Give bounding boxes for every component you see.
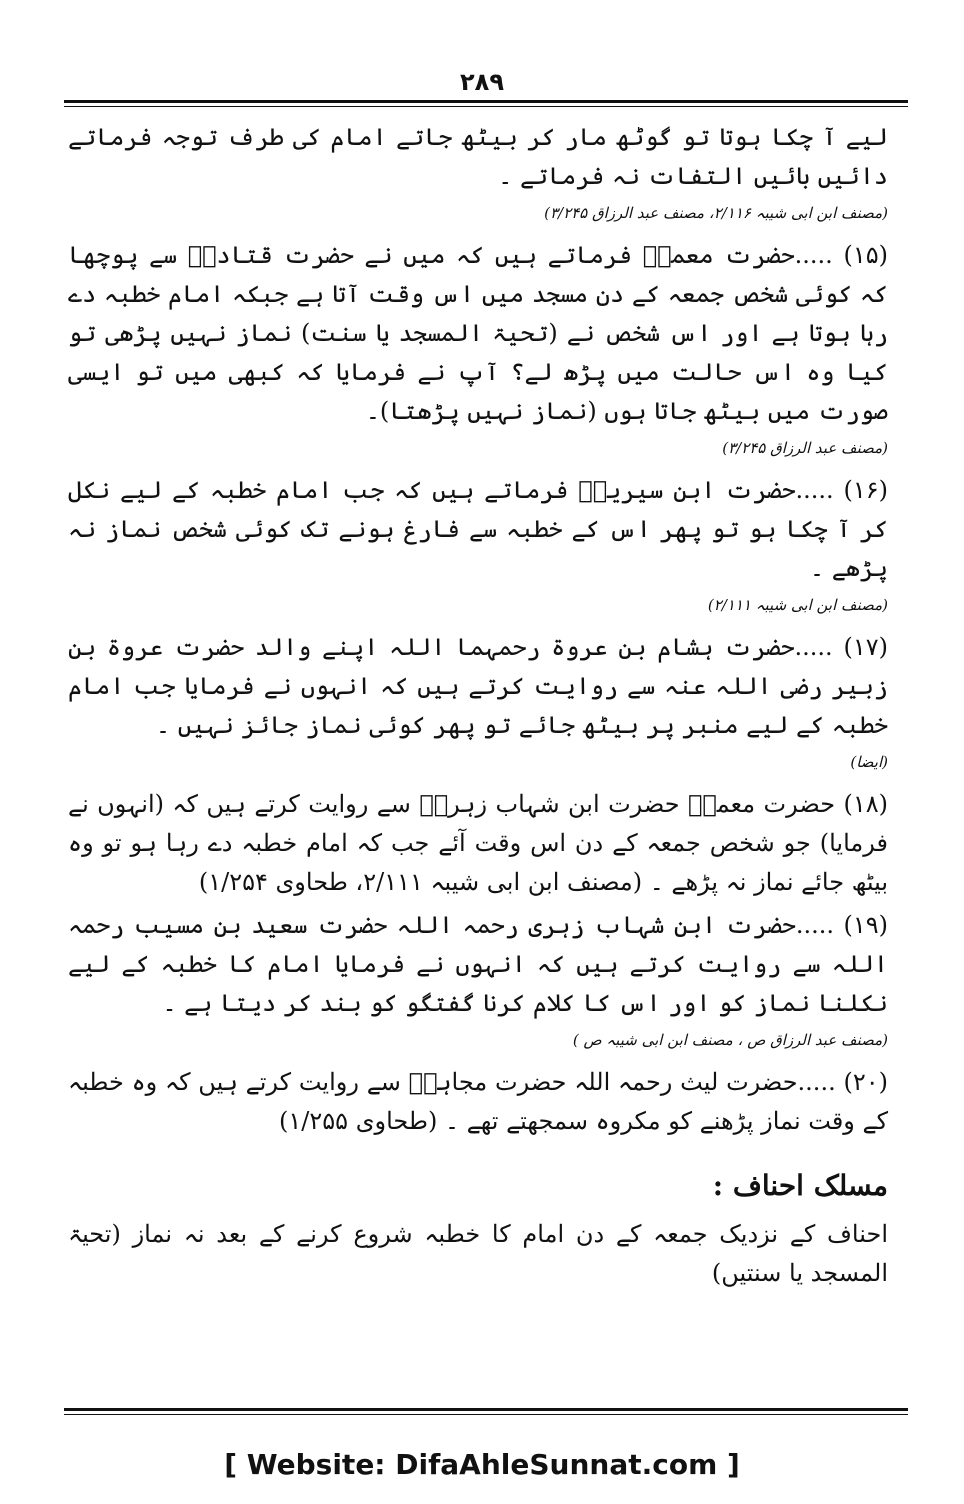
paragraph-reference: (مصنف ابن ابی شیبہ ۲/۱۱۱) bbox=[707, 596, 888, 614]
paragraph-reference: (ایضا) bbox=[850, 753, 888, 771]
section-heading: مسلک احناف : bbox=[712, 1169, 888, 1202]
paragraph-text: (۱۹) .....حضرت ابن شہاب زہری رحمہ اللہ حضرت سعید بن مسیب رحمہ اللہ سے روایت کرتے ہیں کہ انہوں نے فرمایا امام کا خطبہ کے لیے نکلنا نماز کو اور اس کا کلام کرنا گفتگو کو بند کر دیتا ہے ۔ bbox=[68, 911, 888, 1017]
page-body bbox=[68, 118, 888, 1293]
header-rule-thick bbox=[64, 100, 908, 103]
paragraph-19 bbox=[68, 906, 888, 1055]
paragraph-20 bbox=[68, 1063, 888, 1141]
paragraph-text: (۱۷) .....حضرت ہشام بن عروۃ رحمہما اللہ اپنے والد حضرت عروۃ بن زبیر رضی اللہ عنہ سے روایت کرتے ہیں کہ انہوں نے فرمایا جب امام خطبہ کے لیے منبر پر بیٹھ جائے تو پھر کوئی نماز جائز نہیں ۔ bbox=[68, 633, 888, 739]
section-text: احناف کے نزدیک جمعہ کے دن امام کا خطبہ شروع کرنے کے بعد نہ نماز (تحیۃ المسجد یا سنتیں) bbox=[68, 1220, 888, 1287]
page-number: ۲۸۹ bbox=[460, 68, 504, 96]
paragraph-18 bbox=[68, 785, 888, 902]
website-footer: [ Website: DifaAhleSunnat.com ] bbox=[224, 1448, 740, 1481]
paragraph-text: (۱۸) حضرت معمرؒ حضرت ابن شہاب زہریؒ سے روایت کرتے ہیں کہ (انہوں نے فرمایا) جو شخص جمعہ کے دن اس وقت آئے جب کہ امام خطبہ دے رہا ہو تو وہ بیٹھ جائے نماز نہ پڑھے ۔ (مصنف ابن ابی شیبہ ۲/۱۱۱، طحاوی ۱/۲۵۴) bbox=[68, 790, 888, 896]
paragraph-15 bbox=[68, 236, 888, 463]
paragraph-reference: (مصنف عبد الرزاق ص ، مصنف ابن ابی شیبہ ص ) bbox=[572, 1031, 888, 1049]
paragraph-reference: (مصنف عبد الرزاق ۳/۲۴۵) bbox=[722, 439, 888, 457]
intro-reference: (مصنف ابن ابی شیبہ ۲/۱۱۶، مصنف عبد الرزاق ۳/۲۴۵) bbox=[544, 204, 888, 222]
footer-rule-thick bbox=[64, 1408, 908, 1411]
header-rule-thin bbox=[64, 106, 908, 107]
footer-rule-thin bbox=[64, 1414, 908, 1415]
intro-text: لیے آ چکا ہوتا تو گوٹھ مار کر بیٹھ جاتے امام کی طرف توجہ فرماتے دائیں بائیں التفات نہ فرماتے ۔ bbox=[68, 123, 888, 190]
paragraph-17 bbox=[68, 628, 888, 777]
paragraph-text: (۲۰) .....حضرت لیث رحمہ اللہ حضرت مجاہدؒ سے روایت کرتے ہیں کہ وہ خطبہ کے وقت نماز پڑھنے کو مکروہ سمجھتے تھے ۔ (طحاوی ۱/۲۵۵) bbox=[68, 1068, 888, 1135]
paragraph-text: (۱۵) .....حضرت معمرؒ فرماتے ہیں کہ میں نے حضرت قتادہؒ سے پوچھا کہ کوئی شخص جمعہ کے دن مسجد میں اس وقت آتا ہے جبکہ امام خطبہ دے رہا ہوتا ہے اور اس شخص نے (تحیۃ المسجد یا سنت) نماز نہیں پڑھی تو کیا وہ اس حالت میں پڑھ لے؟ آپ نے فرمایا کہ کبھی میں تو ایسی صورت میں بیٹھ جاتا ہوں (نماز نہیں پڑھتا)۔ bbox=[68, 241, 888, 425]
paragraph-text: (۱۶) .....حضرت ابن سیرینؒ فرماتے ہیں کہ جب امام خطبہ کے لیے نکل کر آ چکا ہو تو پھر اس کے خطبہ سے فارغ ہونے تک کوئی شخص نماز نہ پڑھے ۔ bbox=[68, 476, 888, 582]
paragraph-16 bbox=[68, 471, 888, 620]
